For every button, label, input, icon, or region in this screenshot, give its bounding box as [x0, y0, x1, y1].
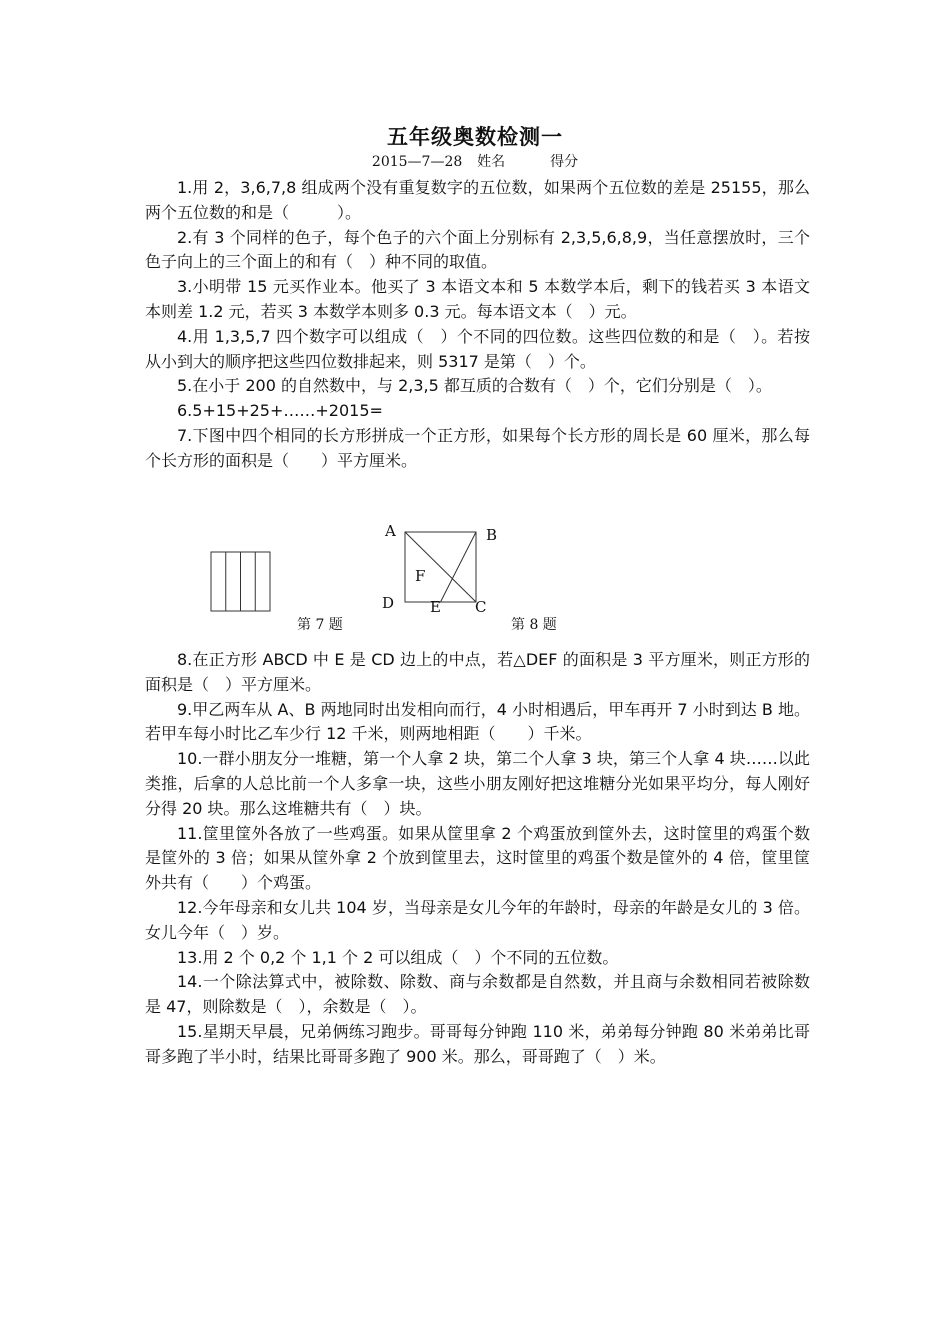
figure-7-caption: 第 7 题 — [297, 617, 343, 633]
question-11: 11.筐里筐外各放了一些鸡蛋。如果从筐里拿 2 个鸡蛋放到筐外去，这时筐里的鸡蛋个数是筐外的 3 倍；如果从筐外拿 2 个放到筐里去，这时筐里的鸡蛋个数是筐外的 4 倍，筐里筐外共有（ ）个鸡蛋。 — [145, 823, 810, 893]
question-13: 13.用 2 个 0,2 个 1,1 个 2 可以组成（ ）个不同的五位数。 — [177, 947, 619, 967]
question-1: 1.用 2，3,6,7,8 组成两个没有重复数字的五位数，如果两个五位数的差是 25155，那么两个五位数的和是（ ）。 — [145, 178, 810, 222]
question-3: 3.小明带 15 元买作业本。他买了 3 本语文本和 5 本数学本后，剩下的钱若买 3 本语文本则差 1.2 元，若买 3 本数学本则多 0.3 元。每本语文本（ ）元。 — [145, 277, 810, 321]
question-12: 12.今年母亲和女儿共 104 岁，当母亲是女儿今年的年龄时，母亲的年龄是女儿的 3 倍。女儿今年（ ）岁。 — [145, 897, 810, 942]
figure-7-rectangles — [211, 552, 270, 611]
name-label: 姓名 — [477, 154, 506, 170]
fig8-label-e: E — [430, 598, 441, 616]
fig8-label-a: A — [385, 522, 396, 540]
date-text: 2015—7—28 — [371, 154, 463, 170]
fig8-label-f: F — [415, 567, 426, 585]
question-4: 4.用 1,3,5,7 四个数字可以组成（ ）个不同的四位数。这些四位数的和是（ ）。若按从小到大的顺序把这些四位数排起来，则 5317 是第（ ）个。 — [145, 326, 810, 371]
question-list-part2 — [145, 648, 810, 1070]
question-5: 5.在小于 200 的自然数中，与 2,3,5 都互质的合数有（ ）个，它们分别是（ ）。 — [177, 376, 772, 396]
question-8: 8.在正方形 ABCD 中 E 是 CD 边上的中点，若△DEF 的面积是 3 平方厘米，则正方形的面积是（ ）平方厘米。 — [145, 650, 810, 694]
question-15: 15.星期天早晨，兄弟俩练习跑步。哥哥每分钟跑 110 米，弟弟每分钟跑 80 米弟弟比哥哥多跑了半小时，结果比哥哥多跑了 900 米。那么，哥哥跑了（ ）米。 — [145, 1021, 810, 1066]
question-6: 6.5+15+25+……+2015= — [177, 401, 383, 421]
page-title: 五年级奥数检测一 — [387, 125, 563, 149]
fig8-label-b: B — [486, 526, 498, 544]
score-label: 得分 — [550, 154, 579, 170]
fig8-line-be — [441, 532, 477, 602]
fig8-label-d: D — [382, 594, 395, 612]
question-2: 2.有 3 个同样的色子，每个色子的六个面上分别标有 2,3,5,6,8,9，当任意摆放时，三个色子向上的三个面上的和有（ ）种不同的取值。 — [145, 227, 810, 272]
question-14: 14.一个除法算式中，被除数、除数、商与余数都是自然数，并且商与余数相同若被除数是 47，则除数是（ ），余数是（ ）。 — [145, 972, 810, 1017]
question-7: 7.下图中四个相同的长方形拼成一个正方形，如果每个长方形的周长是 60 厘米，那么每个长方形的面积是（ ）平方厘米。 — [145, 425, 810, 470]
figure-8-caption: 第 8 题 — [511, 617, 557, 633]
question-9: 9.甲乙两车从 A、B 两地同时出发相向而行，4 小时相遇后，甲车再开 7 小时到达 B 地。若甲车每小时比乙车少行 12 千米，则两地相距（ ）千米。 — [145, 699, 810, 744]
fig8-label-c: C — [475, 598, 487, 616]
question-10: 10.一群小朋友分一堆糖，第一个人拿 2 块，第二个人拿 3 块，第三个人拿 4 块……以此类推，后拿的人总比前一个人多拿一块，这些小朋友刚好把这堆糖分光如果平均分，每人刚好分得 20 块。那么这堆糖共有（ ）块。 — [145, 749, 810, 818]
